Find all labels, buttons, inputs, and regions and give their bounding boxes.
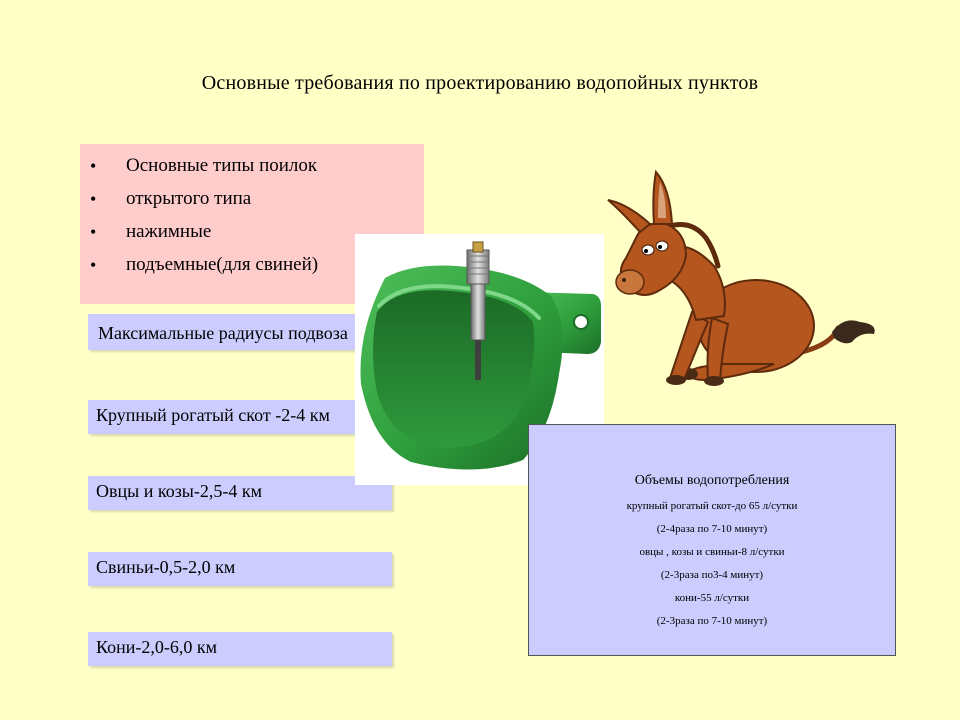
list-item: • нажимные: [90, 218, 318, 251]
consumption-line: (2-3раза по3-4 минут): [660, 569, 764, 581]
max-radius-label: Максимальные радиусы подвоза: [88, 314, 388, 350]
bullet-icon: •: [90, 255, 97, 275]
consumption-line: кони-55 л/сутки: [674, 592, 750, 604]
radius-cattle: Крупный рогатый скот -2-4 км: [88, 400, 392, 434]
list-item: • подъемные(для свиней): [90, 251, 318, 284]
bullet-icon: •: [90, 189, 97, 209]
consumption-line: овцы , козы и свиньи-8 л/сутки: [639, 546, 785, 558]
bullet-icon: •: [90, 222, 97, 242]
radius-sheep-goats: Овцы и козы-2,5-4 км: [88, 476, 392, 510]
list-item: • открытого типа: [90, 185, 318, 218]
consumption-line: (2-3раза по 7-10 минут): [656, 615, 768, 627]
consumption-line: крупный рогатый скот-до 65 л/сутки: [626, 500, 798, 512]
drinker-types-list: [90, 152, 318, 284]
bullet-icon: •: [90, 156, 97, 176]
donkey-icon: [596, 166, 886, 396]
consumption-line: (2-4раза по 7-10 минут): [656, 523, 768, 535]
radius-pigs: Свиньи-0,5-2,0 км: [88, 552, 392, 586]
radius-horses: Кони-2,0-6,0 км: [88, 632, 392, 666]
list-item: • Основные типы поилок: [90, 152, 318, 185]
donkey-illustration: [596, 166, 886, 396]
water-consumption-title: Объемы водопотребления: [634, 473, 790, 488]
slide-title: Основные требования по проектированию водопойных пунктов: [201, 72, 759, 94]
water-consumption-box: [528, 424, 896, 656]
